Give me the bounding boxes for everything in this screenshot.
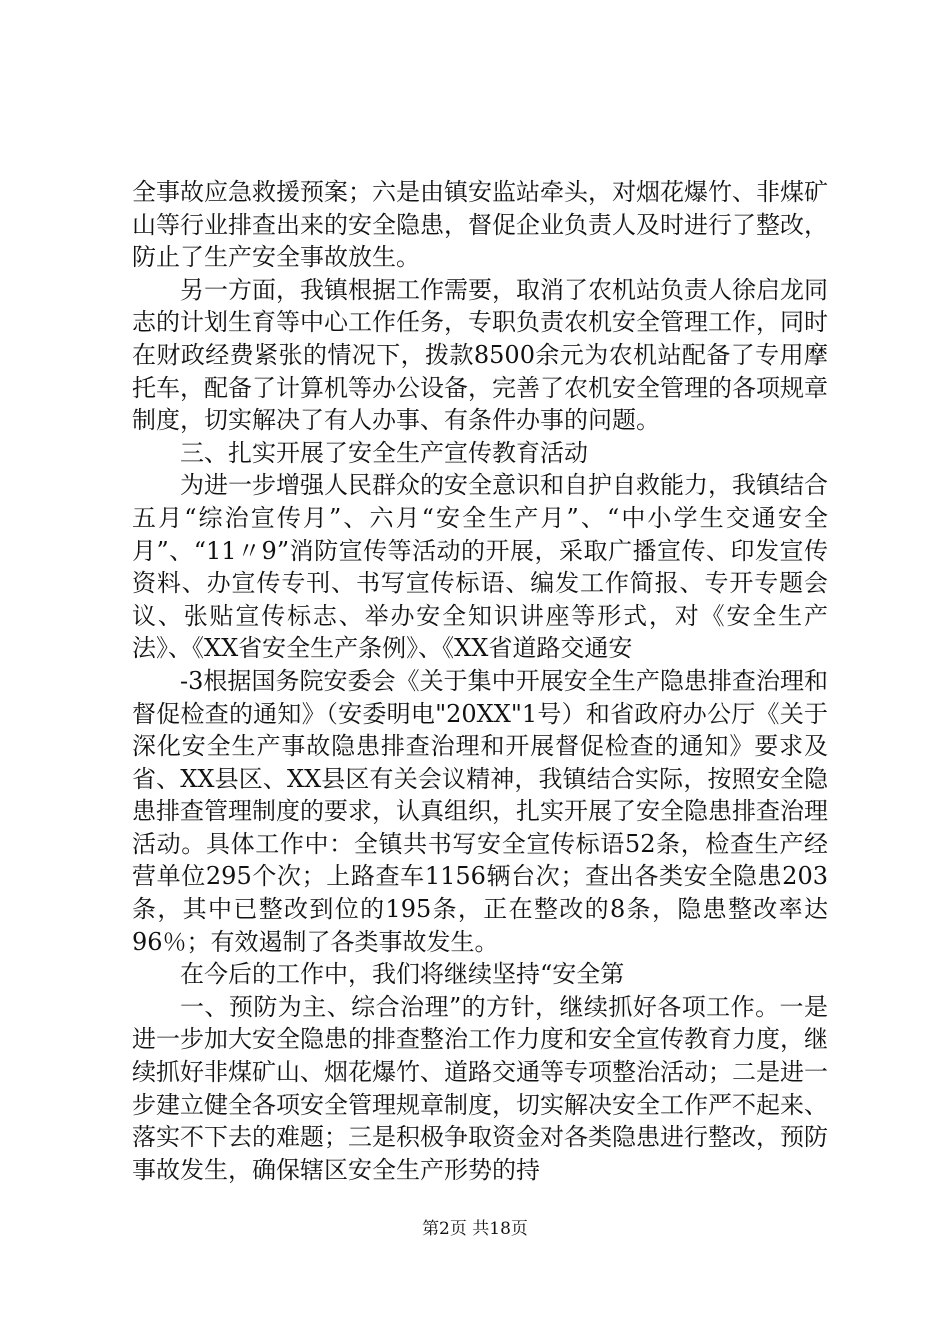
paragraph-agricultural-machinery: 另一方面，我镇根据工作需要，取消了农机站负责人徐启龙同志的计划生育等中心工作任务，专职负责农机安全管理工作，同时在财政经费紧张的情况下，拨款8500余元为农机站配备了专用摩托车，配备了计算机等办公设备，完善了农机安全管理的各项规章制度，切实解决了有人办事、有条件办事的问题。	[132, 275, 828, 435]
paragraph-future-work-plan: 一、预防为主、综合治理”的方针，继续抓好各项工作。一是进一步加大安全隐患的排查整治工作力度和安全宣传教育力度，继续抓好非煤矿山、烟花爆竹、道路交通等专项整治活动；二是进一步建立健全各项安全管理规章制度，切实解决安全工作严不起来、落实不下去的难题；三是积极争取资金对各类隐患进行整改，预防事故发生，确保辖区安全生产形势的持	[132, 992, 828, 1184]
paragraph-future-work-intro: 在今后的工作中，我们将继续坚持“安全第	[180, 960, 625, 989]
paragraph-continuation: 全事故应急救援预案；六是由镇安监站牵头，对烟花爆竹、非煤矿山等行业排查出来的安全隐患，督促企业负责人及时进行了整改，防止了生产安全事故放生。	[132, 178, 828, 272]
paragraph-safety-education: 为进一步增强人民群众的安全意识和自护自救能力，我镇结合五月“综治宣传月”、六月“安全生产月”、“中小学生交通安全月”、“11〃9”消防宣传等活动的开展，采取广播宣传、印发宣传资料、办宣传专刊、书写宣传标语、编发工作简报、专开专题会议、张贴宣传标志、举办安全知识讲座等形式，对《安全生产法》、《XX省安全生产条例》、《XX省道路交通安	[132, 471, 828, 663]
section-heading-3: 三、扎实开展了安全生产宣传教育活动	[180, 438, 588, 467]
document-body	[132, 176, 828, 1186]
page-footer: 第2页 共18页	[422, 1219, 528, 1239]
paragraph-hazard-inspection: -3根据国务院安委会《关于集中开展安全生产隐患排查治理和督促检查的通知》（安委明电"20XX"1号）和省政府办公厅《关于深化安全生产事故隐患排查治理和开展督促检查的通知》要求及省、XX县区、XX县区有关会议精神，我镇结合实际，按照安全隐患排查管理制度的要求，认真组织，扎实开展了安全隐患排查治理活动。具体工作中：全镇共书写安全宣传标语52条，检查生产经营单位295个次；上路查车1156辆台次；查出各类安全隐患203条，其中已整改到位的195条，正在整改的8条，隐患整改率达96％；有效遏制了各类事故发生。	[132, 666, 828, 956]
